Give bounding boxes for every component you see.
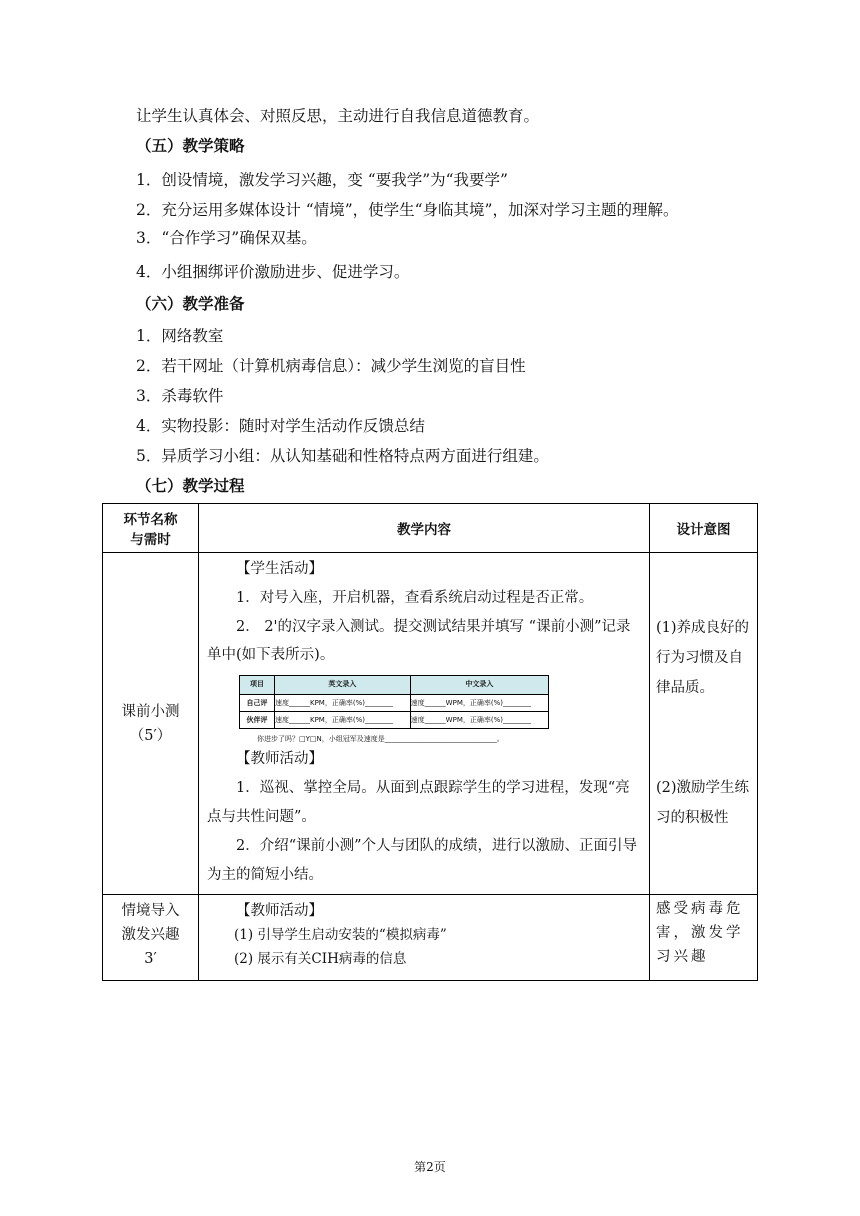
sub-note: 你进步了吗？□Y□N，小组冠军及速度是________________________________。: [257, 735, 504, 743]
pretest-record-table: [239, 675, 549, 729]
section7-heading: （七）教学过程: [136, 477, 245, 495]
row2-stage-line2: 激发兴趣: [121, 927, 180, 943]
table-row: [103, 553, 758, 895]
row2-intent: [650, 895, 758, 981]
section5-item-1: 1．创设情境，激发学习兴趣，变 “要我学”为“我要学”: [136, 171, 508, 189]
row2-intent-text: 感受病毒危害，激发学习兴趣: [656, 901, 744, 965]
row1-intent1: (1)养成良好的行为习惯及自律品质。: [656, 620, 750, 696]
sub-row-self: 自己评: [240, 695, 275, 712]
row1-teacher-item2: 2．介绍“课前小测”个人与团队的成绩，进行以激励、正面引导为主的简短小结。: [207, 838, 638, 883]
section6-item-5: 5．异质学习小组：从认知基础和性格特点两方面进行组建。: [136, 447, 549, 465]
section6-item-2: 2．若干网址（计算机病毒信息）：减少学生浏览的盲目性: [136, 357, 526, 375]
section5-item-2: 2．充分运用多媒体设计 “情境”，使学生“身临其境”，加深对学习主题的理解。: [136, 201, 679, 219]
table-header-row: [103, 504, 758, 553]
section6-item-1: 1．网络教室: [136, 327, 224, 345]
section5-item-3: 3．“合作学习”确保双基。: [136, 229, 317, 247]
row2-content: [199, 895, 650, 981]
row1-stage-line2: （5′）: [129, 727, 172, 744]
header-stage: [103, 504, 199, 553]
sub-self-cn: 速度______WPM，正确率(%)________: [410, 695, 548, 712]
sub-col-cn: 中文录入: [410, 676, 548, 695]
sub-peer-cn: 速度______WPM，正确率(%)________: [410, 712, 548, 729]
table-row: [103, 895, 758, 981]
row2-item2: (2) 展示有关CIH病毒的信息: [234, 951, 407, 967]
section5-heading: （五）教学策略: [136, 137, 245, 155]
header-stage-line2: 与需时: [130, 532, 171, 548]
row1-content: [199, 553, 650, 895]
process-table: [102, 503, 758, 981]
row2-teacher-label: 【教师活动】: [236, 903, 323, 919]
section6-heading: （六）教学准备: [136, 295, 245, 313]
row2-stage-line1: 情境导入: [121, 903, 180, 919]
sub-col-item: 项目: [240, 676, 275, 695]
sub-self-en: 速度______KPM，正确率(%)________: [275, 695, 411, 712]
header-content: 教学内容: [199, 504, 650, 553]
header-intent: 设计意图: [650, 504, 758, 553]
row1-teacher-label: 【教师活动】: [236, 751, 323, 767]
section6-item-4: 4．实物投影：随时对学生活动作反馈总结: [136, 417, 425, 435]
header-stage-line1: 环节名称: [123, 512, 178, 528]
row1-teacher-item1: 1．巡视、掌控全局。从面到点跟踪学生的学习进程，发现“亮点与共性问题”。: [207, 780, 630, 825]
page-number: 第2页: [414, 1160, 446, 1174]
row1-stage-line1: 课前小测: [121, 703, 180, 720]
row2-stage: [103, 895, 199, 981]
section6-item-3: 3．杀毒软件: [136, 387, 224, 405]
row1-intent2: (2)激励学生练习的积极性: [656, 780, 750, 826]
intro-line: 让学生认真体会、对照反思，主动进行自我信息道德教育。: [136, 107, 540, 125]
row1-stage: [103, 553, 199, 895]
row1-student-item2: 2． 2'的汉字录入测试。提交测试结果并填写 “课前小测”记录单中(如下表所示)。: [207, 619, 631, 663]
row2-item1: (1) 引导学生启动安装的“模拟病毒”: [234, 927, 447, 943]
row2-stage-line3: 3′: [144, 951, 157, 967]
row1-intent: [650, 553, 758, 895]
sub-peer-en: 速度______KPM，正确率(%)________: [275, 712, 411, 729]
row1-student-label: 【学生活动】: [236, 561, 323, 577]
section5-item-4: 4．小组捆绑评价激励进步、促进学习。: [136, 263, 410, 281]
sub-row-peer: 伙伴评: [240, 712, 275, 729]
row1-student-item1: 1．对号入座，开启机器，查看系统启动过程是否正常。: [236, 590, 594, 606]
sub-col-en: 英文录入: [275, 676, 411, 695]
